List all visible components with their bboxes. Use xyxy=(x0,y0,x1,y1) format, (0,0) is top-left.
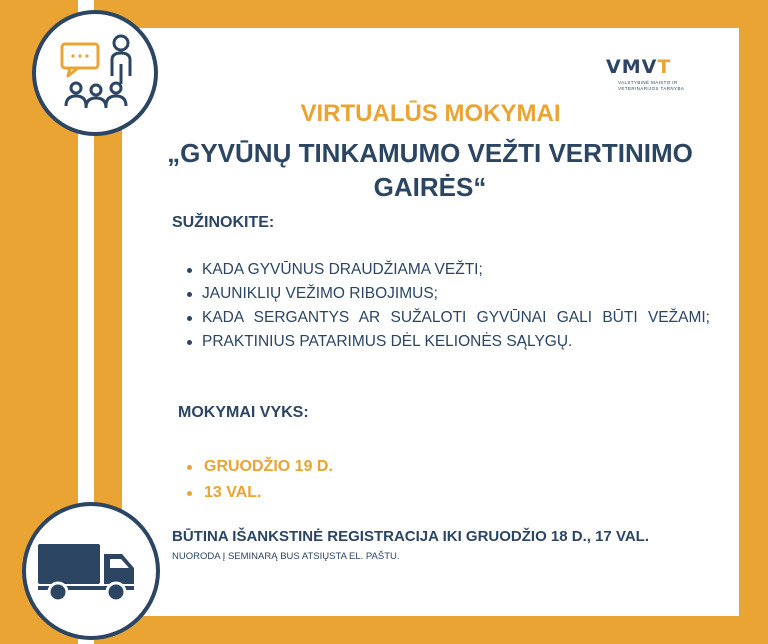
list-item: PRAKTINIUS PATARIMUS DĖL KELIONĖS SĄLYGŲ. xyxy=(184,330,710,354)
schedule-heading: MOKYMAI VYKS: xyxy=(178,404,309,421)
list-item: KADA GYVŪNUS DRAUDŽIAMA VEŽTI; xyxy=(184,258,710,282)
schedule-list xyxy=(184,454,333,506)
registration-notice: BŪTINA IŠANKSTINĖ REGISTRACIJA IKI GRUODŽIO 18 D., 17 VAL. xyxy=(172,528,649,545)
logo-subtitle: VALSTYBINĖ MAISTO IR VETERINARIJOS TARNYBA xyxy=(618,80,685,91)
logo-wordmark xyxy=(606,56,671,78)
truck-icon xyxy=(26,506,156,636)
list-item: JAUNIKLIŲ VEŽIMO RIBOJIMUS; xyxy=(184,282,710,306)
learn-heading: SUŽINOKITE: xyxy=(172,214,275,231)
schedule-date: GRUODŽIO 19 D. xyxy=(184,454,333,480)
vmvt-logo xyxy=(606,56,704,92)
event-name-title: „GYVŪNŲ TINKAMUMO VEŽTI VERTINIMO GAIRĖS“ xyxy=(167,138,693,202)
list-item: KADA SERGANTYS AR SUŽALOTI GYVŪNAI GALI BŪTI VEŽAMI; xyxy=(184,306,710,330)
event-type-title: VIRTUALŪS MOKYMAI xyxy=(300,100,561,127)
learn-list xyxy=(184,258,710,354)
truck-icon-badge xyxy=(22,502,160,640)
schedule-time: 13 VAL. xyxy=(184,480,333,506)
link-note: NUORODA Į SEMINARĄ BUS ATSIŲSTA EL. PAŠTU. xyxy=(172,551,400,562)
logo-accent-letter: T xyxy=(657,56,672,78)
logo-main-letters: VMV xyxy=(606,56,658,78)
